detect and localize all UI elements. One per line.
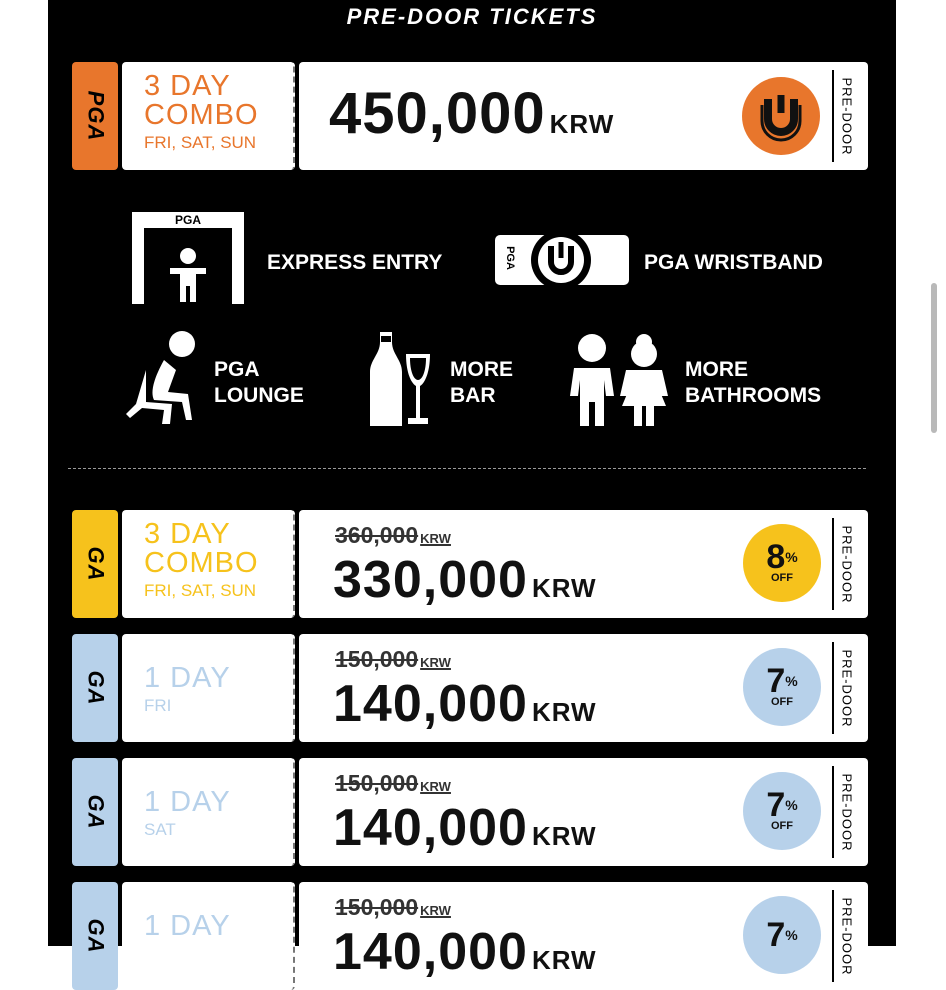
discount-badge xyxy=(743,648,821,726)
express-entry-badge: PGA xyxy=(174,213,201,227)
tier-label: GA xyxy=(83,546,108,582)
side-label-text: PRE-DOOR xyxy=(839,772,855,852)
ticket-main xyxy=(299,758,868,866)
price-value: 140,000 xyxy=(333,799,528,857)
ticket-main xyxy=(299,62,868,170)
wristband-badge: PGA xyxy=(504,246,516,270)
ga-ticket-3day[interactable] xyxy=(72,510,868,618)
side-label xyxy=(832,766,860,858)
pga-wristband-icon xyxy=(495,232,629,288)
bottle-glass-icon xyxy=(370,332,432,426)
ticket-price xyxy=(329,80,614,147)
discount-number xyxy=(766,786,798,824)
original-price-currency: KRW xyxy=(420,531,451,546)
bathrooms-line-1: MORE xyxy=(685,358,748,381)
price-currency: KRW xyxy=(531,697,597,727)
discount-value: 7 xyxy=(766,786,786,824)
discount-value: 7 xyxy=(766,916,786,954)
duration-line-1: 1 DAY xyxy=(144,786,231,818)
ticket-days: FRI, SAT, SUN xyxy=(144,133,257,152)
ticket-price xyxy=(333,550,597,610)
side-label-text: PRE-DOOR xyxy=(839,896,855,976)
tier-label: GA xyxy=(83,670,108,706)
ticket-days: FRI xyxy=(144,696,172,715)
ticket-price xyxy=(333,674,597,734)
side-label xyxy=(832,518,860,610)
section-divider xyxy=(68,468,866,469)
more-bar-label xyxy=(450,357,513,409)
duration-line-2: COMBO xyxy=(144,547,259,579)
price-value: 450,000 xyxy=(329,81,546,146)
ticket-stub xyxy=(122,62,295,170)
price-currency: KRW xyxy=(531,573,597,603)
bathrooms-line-2: BATHROOMS xyxy=(685,384,822,407)
duration-line-1: 1 DAY xyxy=(144,910,231,942)
side-label-text: PRE-DOOR xyxy=(839,648,855,728)
duration-line-2: COMBO xyxy=(144,99,259,131)
ultra-u-logo-icon xyxy=(742,77,820,155)
duration-line-1: 1 DAY xyxy=(144,662,231,694)
original-price-currency: KRW xyxy=(420,655,451,670)
ticket-main xyxy=(299,634,868,742)
ticket-main xyxy=(299,510,868,618)
ga-ticket-sun[interactable] xyxy=(72,882,868,990)
discount-value: 8 xyxy=(766,538,786,576)
ga-ticket-fri[interactable] xyxy=(72,634,868,742)
lounge-line-1: PGA xyxy=(214,358,260,381)
discount-badge xyxy=(743,524,821,602)
discount-off: OFF xyxy=(771,696,793,708)
side-label xyxy=(832,890,860,982)
price-value: 140,000 xyxy=(333,675,528,733)
ticket-stub xyxy=(122,758,295,866)
tier-tab xyxy=(72,882,118,990)
tier-tab xyxy=(72,634,118,742)
bathroom-people-icon xyxy=(570,332,670,426)
side-label-text: PRE-DOOR xyxy=(839,76,855,156)
ticket-price xyxy=(333,798,597,858)
price-currency: KRW xyxy=(531,821,597,851)
discount-percent: % xyxy=(785,797,798,813)
ticket-days: SAT xyxy=(144,820,176,839)
price-value: 140,000 xyxy=(333,923,528,981)
original-price xyxy=(335,522,451,549)
original-price-value: 150,000 xyxy=(335,770,419,796)
tier-tab xyxy=(72,62,118,170)
discount-number xyxy=(766,916,798,954)
tier-tab xyxy=(72,758,118,866)
price-currency: KRW xyxy=(549,109,615,139)
original-price xyxy=(335,770,451,797)
discount-percent: % xyxy=(785,673,798,689)
more-bathrooms-label xyxy=(685,357,821,409)
pga-ticket[interactable] xyxy=(72,62,868,170)
price-currency: KRW xyxy=(531,945,597,975)
pga-wristband-label: PGA WRISTBAND xyxy=(644,251,823,274)
ticket-flyer xyxy=(48,0,896,981)
original-price-currency: KRW xyxy=(420,903,451,918)
original-price-value: 150,000 xyxy=(335,894,419,920)
ticket-stub xyxy=(122,634,295,742)
discount-value: 7 xyxy=(766,662,786,700)
side-label xyxy=(832,642,860,734)
discount-number xyxy=(766,662,798,700)
original-price-value: 150,000 xyxy=(335,646,419,672)
bar-line-2: BAR xyxy=(450,384,496,407)
ga-ticket-sat[interactable] xyxy=(72,758,868,866)
ticket-stub xyxy=(122,510,295,618)
tier-label: GA xyxy=(83,918,108,954)
duration-line-1: 3 DAY xyxy=(144,70,231,102)
discount-percent: % xyxy=(785,549,798,565)
side-label xyxy=(832,70,860,162)
price-value: 330,000 xyxy=(333,551,528,609)
tier-label: GA xyxy=(83,794,108,830)
discount-percent: % xyxy=(785,927,798,943)
discount-badge xyxy=(743,896,821,974)
duration-line-1: 3 DAY xyxy=(144,518,231,550)
tier-tab xyxy=(72,510,118,618)
original-price xyxy=(335,646,451,673)
express-entry-label: EXPRESS ENTRY xyxy=(267,251,443,274)
pga-lounge-label xyxy=(214,357,304,409)
lounge-seat-icon xyxy=(124,330,204,426)
original-price-value: 360,000 xyxy=(335,522,419,548)
scrollbar-thumb[interactable] xyxy=(931,283,937,433)
bar-line-1: MORE xyxy=(450,358,513,381)
ticket-main xyxy=(299,882,868,990)
page-title: PRE-DOOR TICKETS xyxy=(346,4,598,29)
ticket-stub xyxy=(122,882,295,990)
original-price xyxy=(335,894,451,921)
discount-off: OFF xyxy=(771,820,793,832)
discount-badge xyxy=(743,772,821,850)
tier-label: PGA xyxy=(83,90,108,142)
discount-off: OFF xyxy=(771,572,793,584)
ticket-price xyxy=(333,922,597,982)
side-label-text: PRE-DOOR xyxy=(839,524,855,604)
express-entry-icon xyxy=(132,212,244,304)
lounge-line-2: LOUNGE xyxy=(214,384,304,407)
ticket-days: FRI, SAT, SUN xyxy=(144,581,257,600)
original-price-currency: KRW xyxy=(420,779,451,794)
discount-number xyxy=(766,538,798,576)
